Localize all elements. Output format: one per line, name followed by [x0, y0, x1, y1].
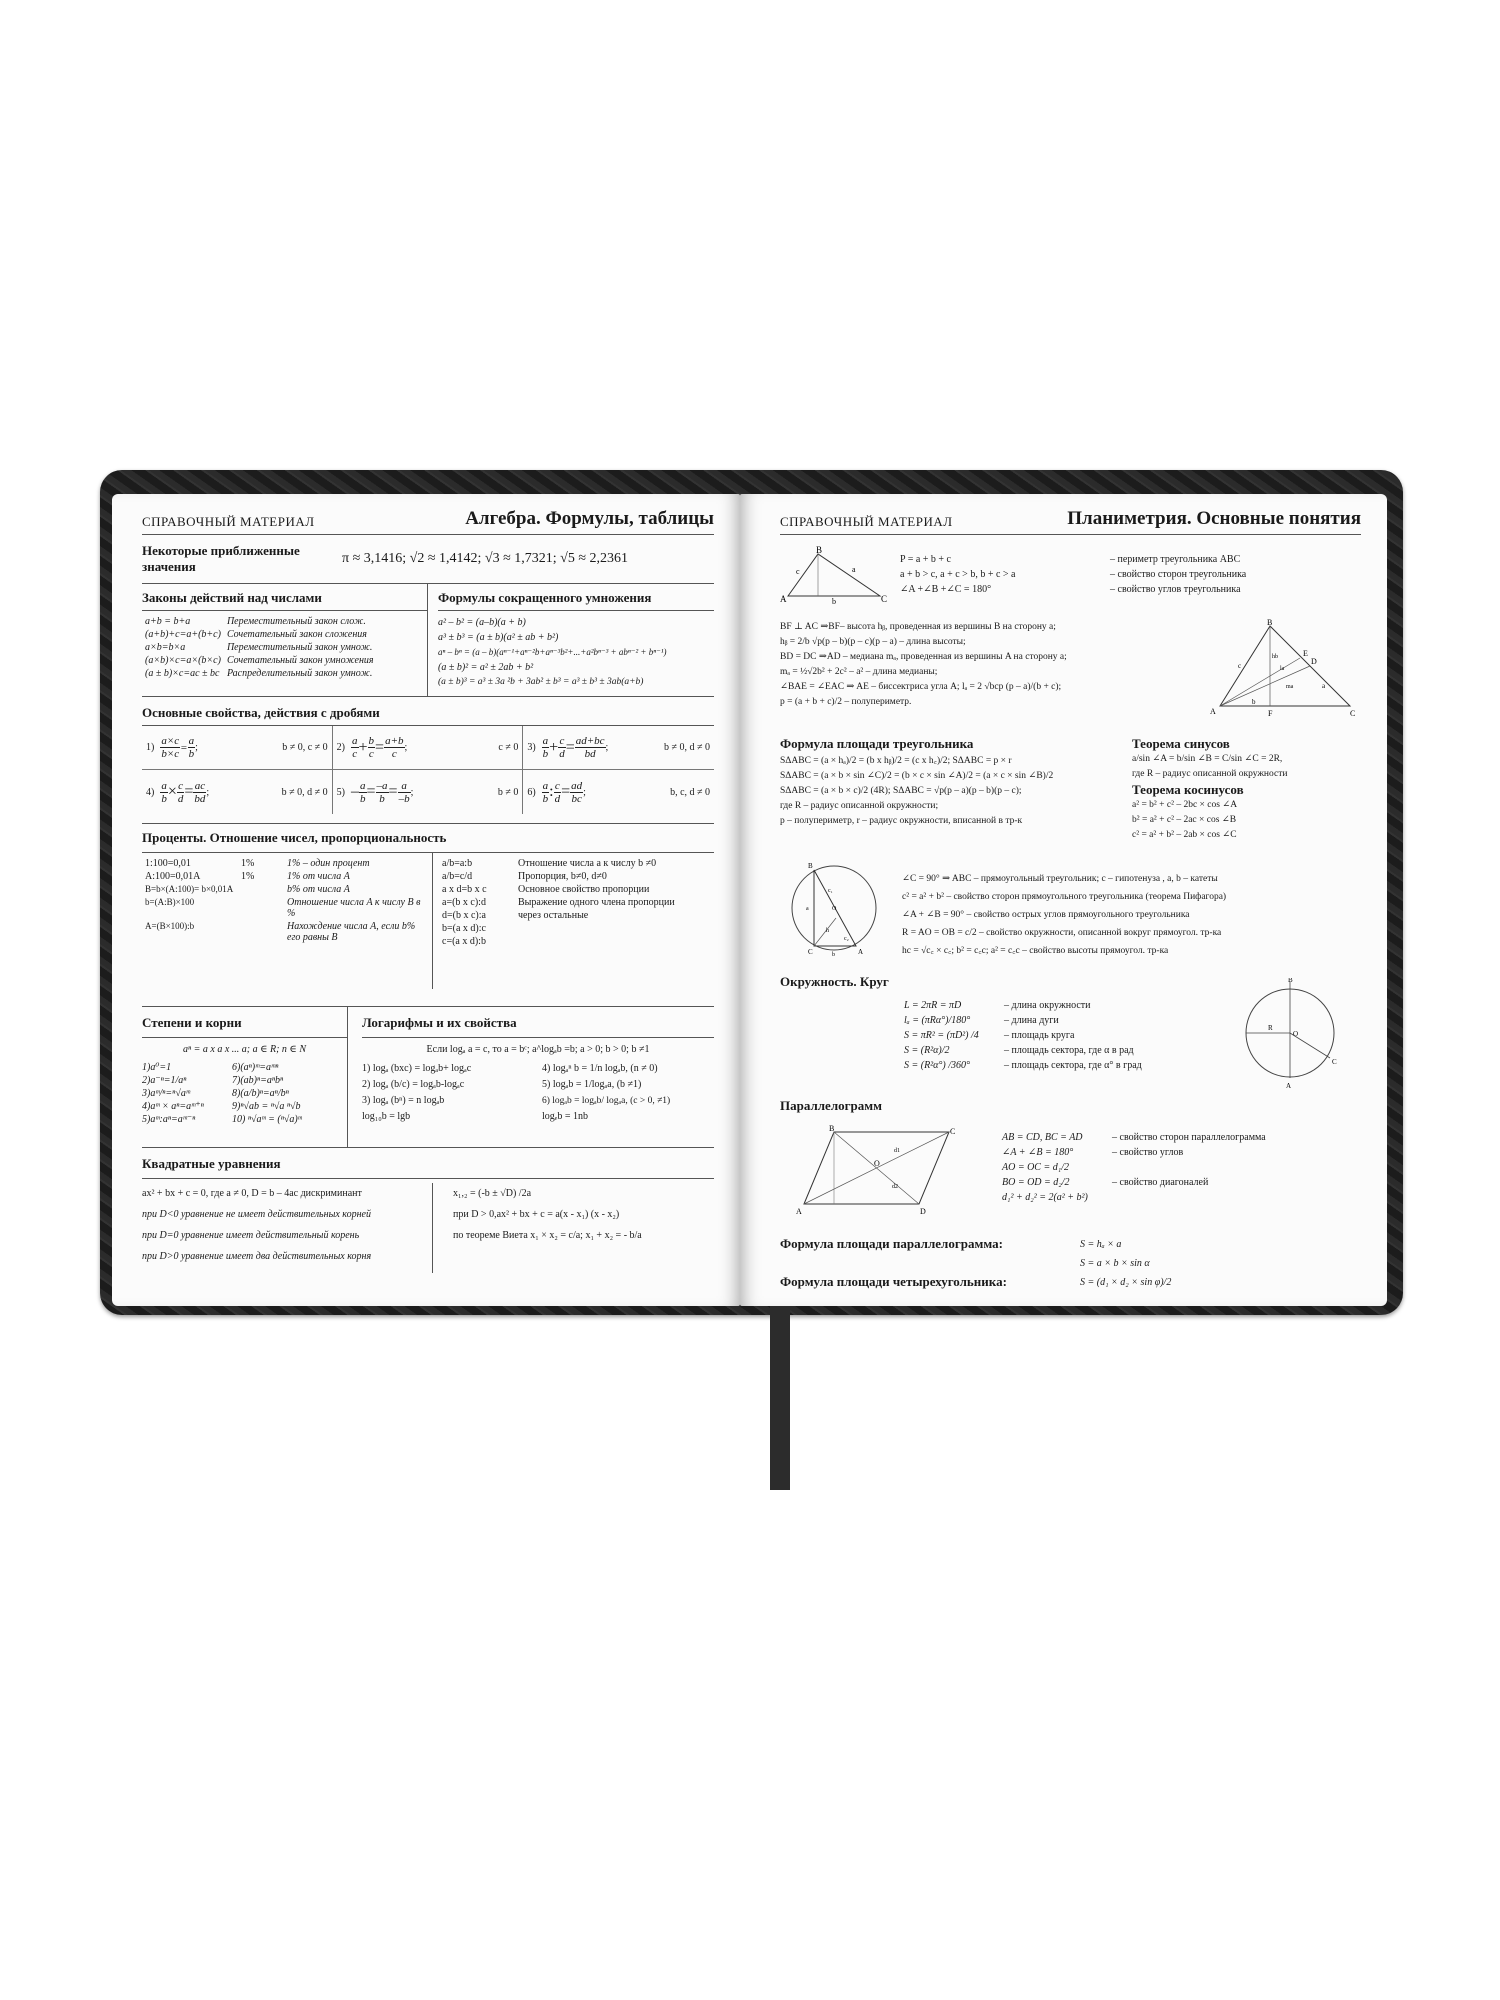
triangle-lines	[780, 620, 1210, 710]
vertex-label-b: B	[1267, 618, 1273, 627]
short-mult-formula: (a ± b)³ = a³ ± 3a ²b + 3ab² ± b³ = a³ ± b³ ± 3ab(a+b)	[438, 677, 644, 687]
center-label-o: O	[874, 1159, 880, 1168]
circle-formula: L = 2πR = πD	[904, 1000, 962, 1011]
percent-meaning: 1% от числа A	[287, 871, 350, 882]
right-page-title: Планиметрия. Основные понятия	[1067, 508, 1361, 529]
fraction-cell: 5) – $\frac{a}{b}$ = $\frac{-a}{b}$ = $\frac{a}{-b}$ ; b ≠ 0	[333, 770, 524, 814]
table-row	[439, 935, 678, 948]
side-label-b: b	[832, 952, 835, 958]
vertex-label-b: B	[808, 862, 813, 870]
tri-area-line: SΔABC = (a × b × c)/2 (4R); SΔABC = √p(p – a)(p – b)(p – c);	[780, 786, 1022, 796]
fractions-section	[142, 697, 714, 824]
point-label-b: B	[1288, 978, 1293, 984]
center-label-o: O	[832, 906, 837, 912]
laws-heading: Законы действий над числами	[142, 590, 427, 611]
power-rule: 4)aᵐ × aⁿ=aᵐ⁺ⁿ	[142, 1101, 204, 1112]
para-formula: BO = OD = d₂/2	[1002, 1177, 1070, 1188]
circle-figure	[1240, 978, 1350, 1093]
log-rule: 2) logₐ (b/c) = logₐb-logₐc	[362, 1079, 465, 1090]
circle-meaning: – длина дуги	[1004, 1015, 1059, 1026]
right-tri-line: R = AO = OB = c/2 – свойство окружности, описанной вокруг прямоугол. тр-ка	[902, 928, 1222, 938]
power-rule: 8)(a/b)ⁿ=aⁿ/bⁿ	[232, 1088, 289, 1099]
tri-formula: ∠A +∠B +∠C = 180°	[900, 584, 992, 595]
law-name: Переместительный закон умнож.	[226, 642, 373, 653]
fractions-grid	[142, 726, 714, 814]
log-rule: 6) logₐb = logₐb/ logₐa, (c > 0, ≠1)	[542, 1096, 671, 1106]
quadratic-heading: Квадратные уравнения	[142, 1156, 714, 1179]
table-row	[142, 654, 377, 667]
quadratic-section	[142, 1148, 714, 1273]
side-label-b: b	[1252, 698, 1256, 706]
quadratic-line: ax² + bx + c = 0, где a ≠ 0, D = b – 4ac дискриминант	[142, 1188, 362, 1199]
powers-definition: aⁿ = a x a x ... a; a ∈ R; n ∈ N	[182, 1044, 307, 1055]
fraction-cell: 3) $\frac{a}{b}$ + $\frac{c}{d}$ = $\frac{ad+bc}{bd}$ ; b ≠ 0, d ≠ 0	[523, 726, 714, 770]
table-row	[142, 667, 377, 680]
percent-formula: 1:100=0,01	[145, 858, 191, 869]
laws-section	[142, 584, 714, 697]
vertex-label-c: C	[1350, 709, 1356, 718]
circle-section	[780, 974, 889, 990]
prop-formula: b=(a x d):c	[442, 923, 486, 934]
parallelogram-table	[1002, 1130, 1266, 1205]
percent-value: 1%	[241, 871, 255, 882]
log-rule: 1) logₐ (bxc) = logₐb+ logₐc	[362, 1063, 472, 1074]
percent-formula: b=(A:B)×100	[145, 897, 195, 907]
percent-meaning: Отношение числа A к числу B в %	[287, 897, 421, 919]
power-rule: 2)a⁻ⁿ=1/aⁿ	[142, 1075, 187, 1086]
circle-meaning: – площадь сектора, где α° в град	[1004, 1060, 1142, 1071]
prop-meaning: через остальные	[518, 910, 589, 921]
side-label-a: a	[1322, 682, 1326, 690]
triangle-elements-figure	[1210, 618, 1360, 723]
circle-meaning: – длина окружности	[1004, 1000, 1091, 1011]
table-row	[439, 870, 678, 883]
circle-formula: lₐ = (πRα°)/180°	[904, 1015, 971, 1026]
powers-logs-section	[142, 1007, 714, 1148]
tri-line: ∠BAE = ∠EAC ⇒ AE – биссектриса угла A; lₐ = 2 √bcp (p – a)/(b + c);	[780, 682, 1062, 692]
tri-line: BF ⊥ AC ⇒BF– высота hᵦ, проведенная из вершины B на сторону a;	[780, 622, 1056, 632]
law-formula: a+b = b+a	[145, 616, 191, 627]
median-label: ma	[1286, 684, 1294, 690]
right-triangle-circle-figure	[786, 858, 886, 958]
approx-values: π ≈ 3,1416; √2 ≈ 1,4142; √3 ≈ 1,7321; √5 ≈ 2,2361	[342, 551, 629, 566]
circle-meaning: – площадь сектора, где α в рад	[1004, 1045, 1134, 1056]
cell-condition: c ≠ 0	[498, 742, 519, 753]
height-label: h	[826, 928, 829, 934]
center-label-o: O	[1293, 1030, 1299, 1038]
law-name: Сочетательный закон умножения	[226, 655, 374, 666]
prop-formula: a=(b x c):d	[442, 897, 486, 908]
circle-table	[904, 998, 1142, 1073]
para-formula: AB = CD, BC = AD	[1002, 1132, 1083, 1143]
para-meaning: – свойство сторон параллелограмма	[1112, 1132, 1266, 1143]
right-triangle-props	[902, 870, 1362, 960]
vertex-label-a: A	[858, 948, 864, 956]
bookmark-ribbon[interactable]	[770, 1300, 790, 1490]
left-page-title: Алгебра. Формулы, таблицы	[465, 508, 714, 529]
table-row	[439, 883, 678, 896]
table-row	[142, 870, 432, 883]
prop-formula: d=(b x c):a	[442, 910, 486, 921]
left-page	[112, 494, 740, 1306]
power-rule: 7)(ab)ⁿ=aⁿbⁿ	[232, 1075, 284, 1086]
circle-formula: S = πR² = (πD²) /4	[904, 1030, 979, 1041]
table-row	[439, 922, 678, 935]
table-row	[142, 883, 432, 896]
law-formula: a×b=b×a	[145, 642, 186, 653]
laws-table	[142, 615, 377, 680]
prop-meaning: Отношение числа a к числу b ≠0	[518, 858, 657, 869]
cell-number: 4)	[146, 786, 155, 798]
circle-meaning: – площадь круга	[1004, 1030, 1075, 1041]
right-page-label: СПРАВОЧНЫЙ МАТЕРИАЛ	[780, 514, 953, 529]
table-row	[142, 641, 377, 654]
parallelogram-heading: Параллелограмм	[780, 1098, 882, 1113]
diagonal-label: d1	[894, 1148, 900, 1154]
tri-area-line: SΔABC = (a × hₐ)/2 = (b x hᵦ)/2 = (c x h꜀)/2; SΔABC = p × r	[780, 756, 1012, 766]
para-area-formula: S = a × b × sin α	[1080, 1257, 1150, 1269]
prop-formula: c=(a x d):b	[442, 936, 486, 947]
prop-formula: a x d=b x c	[442, 884, 487, 895]
vertex-label-a: A	[1210, 707, 1216, 716]
tri-area-heading: Формула площади треугольника	[780, 736, 974, 751]
quadratic-line: по теореме Виета x₁ × x₂ = c/a; x₁ + x₂ = - b/a	[453, 1230, 642, 1241]
short-mult-formula: aⁿ – bⁿ = (a – b)(aⁿ⁻¹+aⁿ⁻²b+aⁿ⁻³b²+...+a²bⁿ⁻³ + abⁿ⁻² + bⁿ⁻¹)	[438, 647, 667, 657]
cell-number: 5)	[336, 786, 345, 798]
power-rule: 9)ⁿ√ab = ⁿ√a ⁿ√b	[232, 1101, 301, 1112]
table-row	[142, 628, 377, 641]
log-rule: 5) logₐb = 1/logₐa, (b ≠1)	[542, 1079, 642, 1090]
quadratic-line: при D=0 уравнение имеет действительный корень	[142, 1230, 360, 1241]
log-rule: logₑb = 1nb	[542, 1111, 588, 1122]
percent-meaning: b% от числа A	[287, 884, 350, 895]
fraction-cell: 4) $\frac{a}{b}$ × $\frac{c}{d}$ = $\frac{ac}{bd}$ ; b ≠ 0, d ≠ 0	[142, 770, 333, 814]
proportion-table	[439, 857, 678, 948]
point-label-f: F	[1268, 709, 1273, 718]
cosines-line: c² = a² + b² – 2ab × cos ∠C	[1132, 830, 1237, 840]
log-rule: log₁₀b = lgb	[362, 1111, 411, 1122]
short-mult-formula: a² – b² = (a–b)(a + b)	[438, 617, 526, 628]
tri-line: p = (a + b + c)/2 – полупериметр.	[780, 697, 912, 707]
left-page-label: СПРАВОЧНЫЙ МАТЕРИАЛ	[142, 514, 315, 529]
quadratic-line: при D>0 уравнение имеет два действительных корня	[142, 1251, 372, 1262]
quadratic-line: при D<0 уравнение не имеет действительных корней	[142, 1209, 371, 1220]
side-label-a: a	[806, 906, 809, 912]
logs-heading: Логарифмы и их свойства	[362, 1015, 714, 1038]
diagonal-label: d2	[892, 1184, 898, 1190]
para-area-label: Формула площади параллелограмма:	[780, 1236, 1003, 1251]
law-name: Переместительный закон слож.	[226, 616, 366, 627]
tri-meaning: – периметр треугольника ABC	[1110, 554, 1241, 565]
law-formula: (a×b)×c=a×(b×c)	[145, 655, 221, 666]
cell-number: 2)	[336, 742, 345, 753]
short-mult-formula: (a ± b)² = a² ± 2ab + b²	[438, 662, 534, 673]
cell-condition: b ≠ 0, d ≠ 0	[281, 786, 328, 798]
segment-label: c₂	[844, 936, 849, 942]
powers-heading: Степени и корни	[142, 1015, 347, 1038]
percent-formula: A:100=0,01A	[145, 871, 201, 882]
logs-definition: Если logₐ a = c, то a = bᶜ; a^logₐb =b; a > 0; b > 0; b ≠1	[426, 1044, 650, 1055]
point-label-c: C	[1332, 1058, 1337, 1066]
point-label-e: E	[1303, 649, 1308, 658]
para-meaning: – свойство углов	[1112, 1147, 1184, 1158]
left-page-header	[142, 508, 714, 535]
parallelogram-figure	[794, 1122, 959, 1217]
side-label-a: a	[852, 565, 856, 574]
point-label-a: A	[1286, 1082, 1292, 1090]
para-formula: ∠A + ∠B = 180°	[1002, 1147, 1074, 1158]
power-rule: 3)aᵐ/ⁿ=ⁿ√aᵐ	[142, 1088, 190, 1099]
side-label-c: c	[1238, 662, 1242, 670]
tri-formula: a + b > c, a + c > b, b + c > a	[900, 569, 1016, 580]
cell-number: 1)	[146, 742, 155, 753]
law-name: Распределительный закон умнож.	[226, 668, 373, 679]
vertex-label-a: A	[796, 1207, 802, 1216]
cell-condition: b ≠ 0, c ≠ 0	[282, 742, 328, 753]
right-tri-line: hc = √c꜀ × c꜀; b² = c꜀c; a² = c꜀c – свойство высоты прямоугол. тр-ка	[902, 946, 1169, 956]
tri-meaning: – свойство углов треугольника	[1110, 584, 1241, 595]
sines-cosines-section	[1132, 736, 1362, 843]
vertex-label-a: A	[780, 594, 787, 604]
right-tri-line: ∠A + ∠B = 90° – свойство острых углов прямоугольного треугольника	[902, 910, 1190, 920]
circle-heading: Окружность. Круг	[780, 974, 889, 989]
fraction-cell: 6) $\frac{a}{b}$ : $\frac{c}{d}$ = $\frac{ad}{bc}$ ; b, c, d ≠ 0	[527, 779, 710, 805]
tri-line: mₐ = ½√2b² + 2c² – a² – длина медианы;	[780, 667, 938, 677]
tri-meaning: – свойство сторон треугольника	[1110, 569, 1247, 580]
quadratic-line: x₁,₂ = (-b ± √D) /2a	[453, 1188, 532, 1199]
quad-area-label: Формула площади четырехугольника:	[780, 1274, 1007, 1289]
cell-condition: b, c, d ≠ 0	[670, 786, 710, 798]
vertex-label-b: B	[816, 546, 823, 555]
right-page-header	[780, 508, 1361, 535]
vertex-label-d: D	[920, 1207, 926, 1216]
para-area-formula: S = hₐ × a	[1080, 1238, 1122, 1250]
side-label-c: c	[796, 567, 800, 576]
fraction-cell: 2) $\frac{a}{c}$ + $\frac{b}{c}$ = $\frac{a+b}{c}$ ; c ≠ 0	[333, 726, 524, 770]
table-row	[142, 920, 432, 944]
table-row	[142, 896, 432, 920]
power-rule: 1)a⁰=1	[142, 1062, 172, 1073]
percent-table	[142, 857, 432, 944]
short-mult-heading: Формулы сокращенного умножения	[438, 590, 714, 611]
cosines-line: a² = b² + c² – 2bc × cos ∠A	[1132, 800, 1238, 810]
fraction-cell: 1) $\frac{a\times c}{b\times c}$ = $\frac{a}{b}$ ; b ≠ 0, c ≠ 0	[142, 726, 333, 770]
percent-section	[142, 824, 714, 1007]
side-label-b: b	[832, 597, 836, 606]
approx-section	[142, 535, 714, 584]
cell-condition: b ≠ 0, d ≠ 0	[664, 742, 710, 753]
tri-area-line: где R – радиус описанной окружности;	[780, 801, 939, 811]
segment-label: c₁	[828, 888, 833, 894]
law-name: Сочетательный закон сложения	[226, 629, 367, 640]
vertex-label-c: C	[808, 948, 813, 956]
area-formulas	[780, 1234, 1200, 1292]
tri-line: BD = DC ⇒AD – медиана mₐ, проведенная из вершины A на сторону a;	[780, 652, 1067, 662]
law-formula: (a+b)+c=a+(b+c)	[145, 629, 221, 640]
power-rule: 6)(aⁿ)ᵐ=aᵐⁿ	[232, 1062, 279, 1073]
cosines-line: b² = a² + c² – 2ac × cos ∠B	[1132, 815, 1237, 825]
triangle-props	[900, 552, 1246, 597]
quad-area-formula: S = (d₁ × d₂ × sin φ)/2	[1080, 1276, 1172, 1288]
log-rule: 4) logₐⁿ b = 1/n logₐb, (n ≠ 0)	[542, 1063, 658, 1074]
sines-line: a/sin ∠A = b/sin ∠B = C/sin ∠C = 2R,	[1132, 754, 1283, 764]
tri-area-line: p – полупериметр, r – радиус окружности, вписанной в тр-к	[780, 816, 1023, 826]
bisector-label: la	[1280, 666, 1285, 672]
cell-number: 3)	[527, 742, 536, 753]
percent-value: 1%	[241, 858, 255, 869]
table-row	[142, 857, 432, 870]
circle-formula: S = (R²α°) /360°	[904, 1060, 971, 1071]
right-tri-line: ∠C = 90° ⇒ ABC – прямоугольный треугольник; c – гипотенуза , a, b – катеты	[902, 874, 1218, 884]
vertex-label-c: C	[881, 594, 888, 604]
fractions-heading: Основные свойства, действия с дробями	[142, 705, 714, 726]
cell-number: 6)	[527, 786, 536, 798]
para-meaning: – свойство диагоналей	[1112, 1177, 1209, 1188]
sines-line: где R – радиус описанной окружности	[1132, 769, 1288, 779]
para-formula: AO = OC = d₁/2	[1002, 1162, 1069, 1173]
power-rule: 5)aᵐ:aⁿ=aᵐ⁻ⁿ	[142, 1114, 196, 1125]
circle-formula: S = (R²α)/2	[904, 1045, 950, 1056]
cell-condition: b ≠ 0	[497, 786, 519, 798]
table-row	[142, 615, 377, 628]
log-rule: 3) logₐ (bⁿ) = n logₐb	[362, 1095, 445, 1106]
short-mult-formula: a³ ± b³ = (a ± b)(a² ± ab + b²)	[438, 632, 559, 643]
radius-label: R	[1268, 1024, 1273, 1032]
vertex-label-b: B	[829, 1124, 835, 1133]
point-label-d: D	[1311, 657, 1317, 666]
prop-meaning: Пропорция, b≠0, d≠0	[518, 871, 607, 882]
prop-formula: a/b=c/d	[442, 871, 473, 882]
percent-heading: Проценты. Отношение чисел, пропорциональность	[142, 830, 714, 853]
right-page	[740, 494, 1387, 1306]
law-formula: (a ± b)×c=ac ± bc	[145, 668, 220, 679]
power-rule: 10) ⁿ√aᵐ = (ⁿ√a)ᵐ	[232, 1114, 302, 1125]
percent-meaning: Нахождение числа A, если b% его равны B	[287, 921, 416, 943]
percent-meaning: 1% – один процент	[287, 858, 370, 869]
tri-formula: P = a + b + c	[900, 554, 951, 565]
para-formula: d₁² + d₂² = 2(a² + b²)	[1002, 1192, 1088, 1203]
prop-meaning: Основное свойство пропорции	[518, 884, 650, 895]
tri-area-section	[780, 736, 1120, 829]
table-row	[439, 909, 678, 922]
table-row	[439, 896, 678, 909]
tri-area-line: SΔABC = (a × b × sin ∠C)/2 = (b × c × sin ∠A)/2 = (a × c × sin ∠B)/2	[780, 771, 1054, 781]
tri-line: hᵦ = 2/b √p(p – b)(p – c)(p – a) – длина высоты;	[780, 637, 966, 647]
percent-formula: B=b×(A:100)= b×0,01A	[145, 884, 234, 894]
quadratic-line: при D > 0,ax² + bx + c = a(x - x₁) (x - x₂)	[453, 1209, 620, 1220]
prop-formula: a/b=a:b	[442, 858, 473, 869]
right-tri-line: c² = a² + b² – свойство сторон прямоугольного треугольника (теорема Пифагора)	[902, 892, 1227, 902]
triangle-figure	[780, 546, 890, 606]
percent-formula: A=(B×100):b	[145, 921, 195, 931]
table-row	[439, 857, 678, 870]
cosines-heading: Теорема косинусов	[1132, 782, 1244, 797]
prop-meaning: Выражение одного члена пропорции	[518, 897, 675, 908]
vertex-label-c: C	[950, 1127, 956, 1136]
approx-heading: Некоторые приближенные значения	[142, 543, 300, 574]
height-label: hb	[1272, 654, 1278, 660]
sines-heading: Теорема синусов	[1132, 736, 1230, 751]
